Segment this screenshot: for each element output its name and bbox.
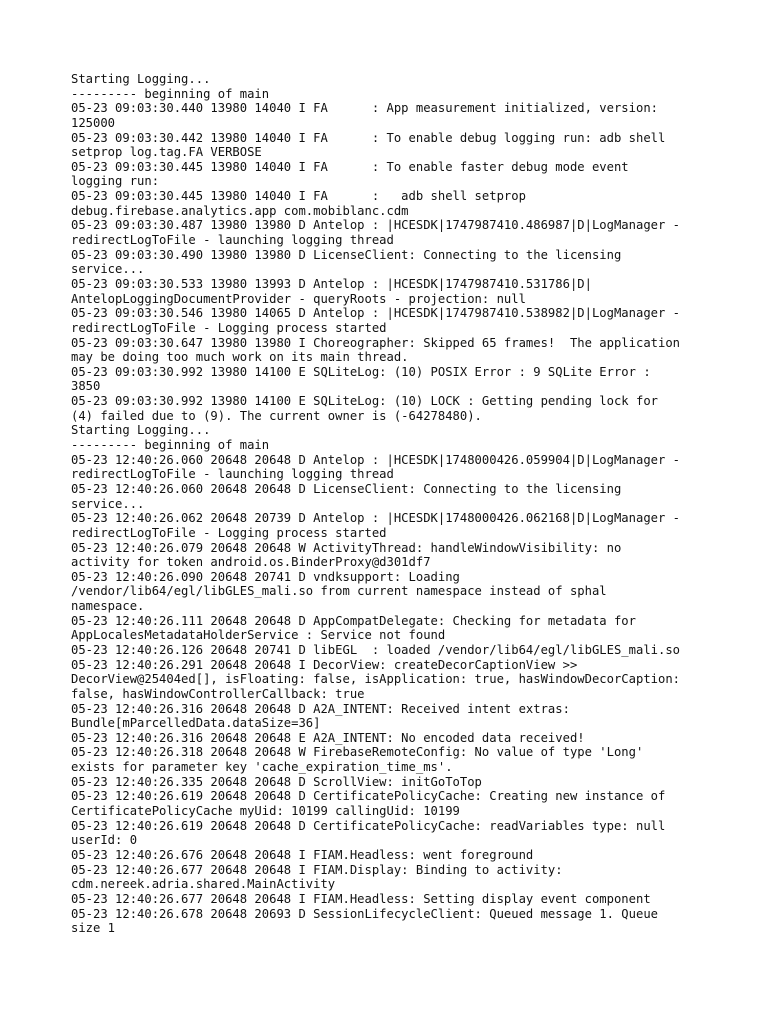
log-line: 05-23 12:40:26.678 20648 20693 D SessionLifecycleClient: Queued message 1. Queue xyxy=(71,906,658,921)
log-line: DecorView@25404ed[], isFloating: false, isApplication: true, hasWindowDecorCaption: xyxy=(71,672,681,687)
log-line: 05-23 12:40:26.316 20648 20648 E A2A_INTENT: No encoded data received! xyxy=(71,730,585,745)
log-line: redirectLogToFile - Logging process started xyxy=(71,320,387,335)
log-line: 05-23 09:03:30.440 13980 14040 I FA : App measurement initialized, version: xyxy=(71,101,658,116)
log-line: 05-23 09:03:30.647 13980 13980 I Choreographer: Skipped 65 frames! The application xyxy=(71,335,681,350)
log-line: 05-23 12:40:26.318 20648 20648 W FirebaseRemoteConfig: No value of type 'Long' xyxy=(71,745,644,760)
log-line: 05-23 09:03:30.487 13980 13980 D Antelop : |HCESDK|1747987410.486987|D|LogManager - xyxy=(71,218,681,233)
log-line: (4) failed due to (9). The current owner is (-64278480). xyxy=(71,408,482,423)
log-line: 05-23 12:40:26.291 20648 20648 I DecorView: createDecorCaptionView >> xyxy=(71,657,578,672)
log-document xyxy=(71,72,711,936)
log-line: redirectLogToFile - launching logging thread xyxy=(71,467,394,482)
log-line: 05-23 09:03:30.533 13980 13993 D Antelop : |HCESDK|1747987410.531786|D| xyxy=(71,276,592,291)
log-line: 05-23 09:03:30.992 13980 14100 E SQLiteLog: (10) POSIX Error : 9 SQLite Error : xyxy=(71,364,651,379)
log-line: 3850 xyxy=(71,379,101,394)
log-line: cdm.nereek.adria.shared.MainActivity xyxy=(71,877,336,892)
log-line: activity for token android.os.BinderProxy@d301df7 xyxy=(71,555,431,570)
log-line: namespace. xyxy=(71,599,145,614)
log-line: Starting Logging... xyxy=(71,423,211,438)
log-line: service... xyxy=(71,496,145,511)
log-line: 05-23 09:03:30.490 13980 13980 D LicenseClient: Connecting to the licensing xyxy=(71,247,622,262)
log-line: --------- beginning of main xyxy=(71,86,270,101)
log-line: setprop log.tag.FA VERBOSE xyxy=(71,145,262,160)
log-line: redirectLogToFile - launching logging thread xyxy=(71,233,394,248)
log-line: CertificatePolicyCache myUid: 10199 callingUid: 10199 xyxy=(71,804,460,819)
log-line: false, hasWindowControllerCallback: true xyxy=(71,686,365,701)
log-line: may be doing too much work on its main thread. xyxy=(71,350,409,365)
log-line: 05-23 12:40:26.677 20648 20648 I FIAM.Headless: Setting display event component xyxy=(71,891,651,906)
log-line: 05-23 12:40:26.335 20648 20648 D ScrollView: initGoToTop xyxy=(71,774,482,789)
log-line: 05-23 12:40:26.090 20648 20741 D vndksupport: Loading xyxy=(71,569,460,584)
log-line: debug.firebase.analytics.app com.mobiblanc.cdm xyxy=(71,203,409,218)
log-line: exists for parameter key 'cache_expiration_time_ms'. xyxy=(71,760,453,775)
log-line: 05-23 12:40:26.126 20648 20741 D libEGL : loaded /vendor/lib64/egl/libGLES_mali.so xyxy=(71,642,681,657)
log-line: 05-23 09:03:30.992 13980 14100 E SQLiteLog: (10) LOCK : Getting pending lock for xyxy=(71,394,658,409)
log-line: --------- beginning of main xyxy=(71,438,270,453)
log-line: /vendor/lib64/egl/libGLES_mali.so from current namespace instead of sphal xyxy=(71,584,607,599)
log-line: AntelopLoggingDocumentProvider - queryRoots - projection: null xyxy=(71,291,526,306)
log-line: redirectLogToFile - Logging process started xyxy=(71,525,387,540)
log-line: 05-23 12:40:26.060 20648 20648 D Antelop : |HCESDK|1748000426.059904|D|LogManager - xyxy=(71,452,681,467)
log-line: 05-23 09:03:30.546 13980 14065 D Antelop : |HCESDK|1747987410.538982|D|LogManager - xyxy=(71,306,681,321)
log-line: AppLocalesMetadataHolderService : Service not found xyxy=(71,628,446,643)
log-line: Starting Logging... xyxy=(71,72,211,86)
log-line: 05-23 12:40:26.079 20648 20648 W ActivityThread: handleWindowVisibility: no xyxy=(71,540,622,555)
log-line: 05-23 12:40:26.062 20648 20739 D Antelop : |HCESDK|1748000426.062168|D|LogManager - xyxy=(71,511,681,526)
log-line: 05-23 12:40:26.619 20648 20648 D CertificatePolicyCache: readVariables type: null xyxy=(71,818,666,833)
log-line: 05-23 12:40:26.316 20648 20648 D A2A_INTENT: Received intent extras: xyxy=(71,701,570,716)
log-line: 05-23 12:40:26.060 20648 20648 D LicenseClient: Connecting to the licensing xyxy=(71,481,622,496)
log-line: userId: 0 xyxy=(71,833,138,848)
log-line: Bundle[mParcelledData.dataSize=36] xyxy=(71,716,321,731)
log-line: 05-23 12:40:26.619 20648 20648 D CertificatePolicyCache: Creating new instance of xyxy=(71,789,666,804)
log-line: 05-23 09:03:30.445 13980 14040 I FA : adb shell setprop xyxy=(71,189,526,204)
log-line: logging run: xyxy=(71,174,160,189)
log-line: 05-23 12:40:26.111 20648 20648 D AppCompatDelegate: Checking for metadata for xyxy=(71,613,636,628)
log-line: service... xyxy=(71,262,145,277)
log-line: 05-23 12:40:26.676 20648 20648 I FIAM.Headless: went foreground xyxy=(71,847,534,862)
log-line: 05-23 12:40:26.677 20648 20648 I FIAM.Display: Binding to activity: xyxy=(71,862,563,877)
log-line: 05-23 09:03:30.445 13980 14040 I FA : To enable faster debug mode event xyxy=(71,159,629,174)
log-line: 125000 xyxy=(71,115,116,130)
log-line: size 1 xyxy=(71,921,116,936)
log-line: 05-23 09:03:30.442 13980 14040 I FA : To enable debug logging run: adb shell xyxy=(71,130,666,145)
